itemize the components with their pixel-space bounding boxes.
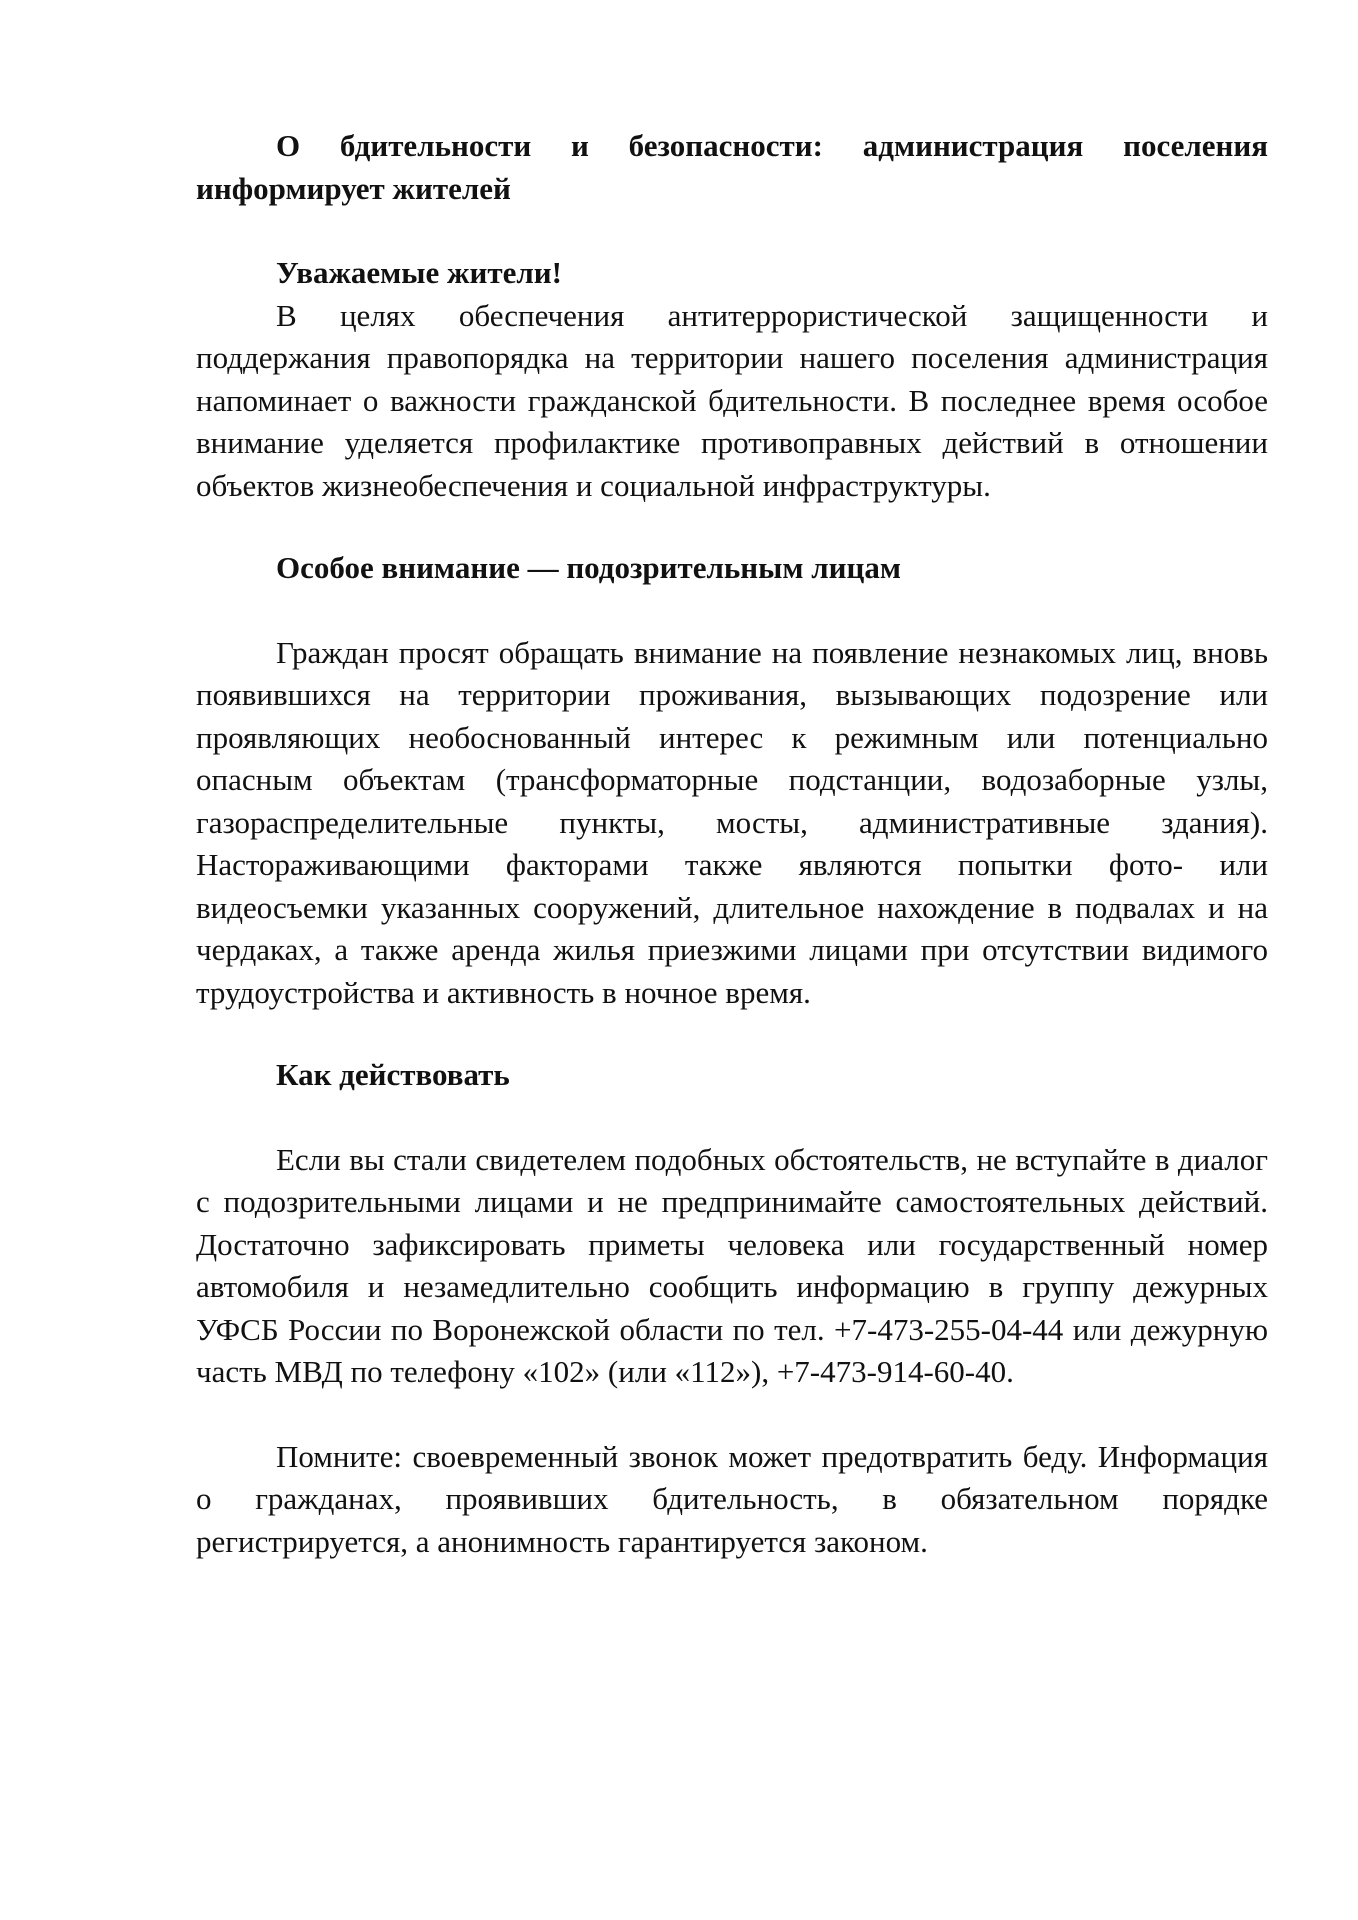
document-title: О бдительности и безопасности: администрация поселения информирует жителей: [196, 128, 1268, 206]
closing-paragraph: Помните: своевременный звонок может предотвратить беду. Информация о гражданах, проявивших бдительность, в обязательном порядке регистрируется, а анонимность гарантируется законом.: [196, 1438, 1268, 1559]
suspicious-persons-paragraph: Граждан просят обращать внимание на появление незнакомых лиц, вновь появившихся на территории проживания, вызывающих подозрение или проявляющих необоснованный интерес к режимным или потенциально опасным объектам (трансформаторные подстанции, водозаборные узлы, газораспределительные пункты, мосты, административные здания). Настораживающими факторами также являются попытки фото- или видеосъемки указанных сооружений, длительное нахождение в подвалах и на чердаках, а также аренда жилья приезжими лицами при отсутствии видимого трудоустройства и активность в ночное время.: [196, 634, 1268, 1010]
how-to-act-paragraph: Если вы стали свидетелем подобных обстоятельств, не вступайте в диалог с подозрительными лицами и не предпринимайте самостоятельных действий. Достаточно зафиксировать приметы человека или государственный номер автомобиля и незамедлительно сообщить информацию в группу дежурных УФСБ России по Воронежской области по тел. +7-473-255-04-44 или дежурную часть МВД по телефону «102» (или «112»), +7-473-914-60-40.: [196, 1141, 1268, 1389]
greeting: Уважаемые жители!: [276, 255, 562, 290]
intro-paragraph: В целях обеспечения антитеррористической защищенности и поддержания правопорядка на территории нашего поселения администрация напоминает о важности гражданской бдительности. В последнее время особое внимание уделяется профилактике противоправных действий в отношении объектов жизнеобеспечения и социальной инфраструктуры.: [196, 297, 1268, 503]
section-heading-suspicious-persons: Особое внимание — подозрительным лицам: [276, 550, 901, 585]
section-heading-how-to-act: Как действовать: [276, 1057, 510, 1092]
document-body: [196, 125, 1268, 1563]
